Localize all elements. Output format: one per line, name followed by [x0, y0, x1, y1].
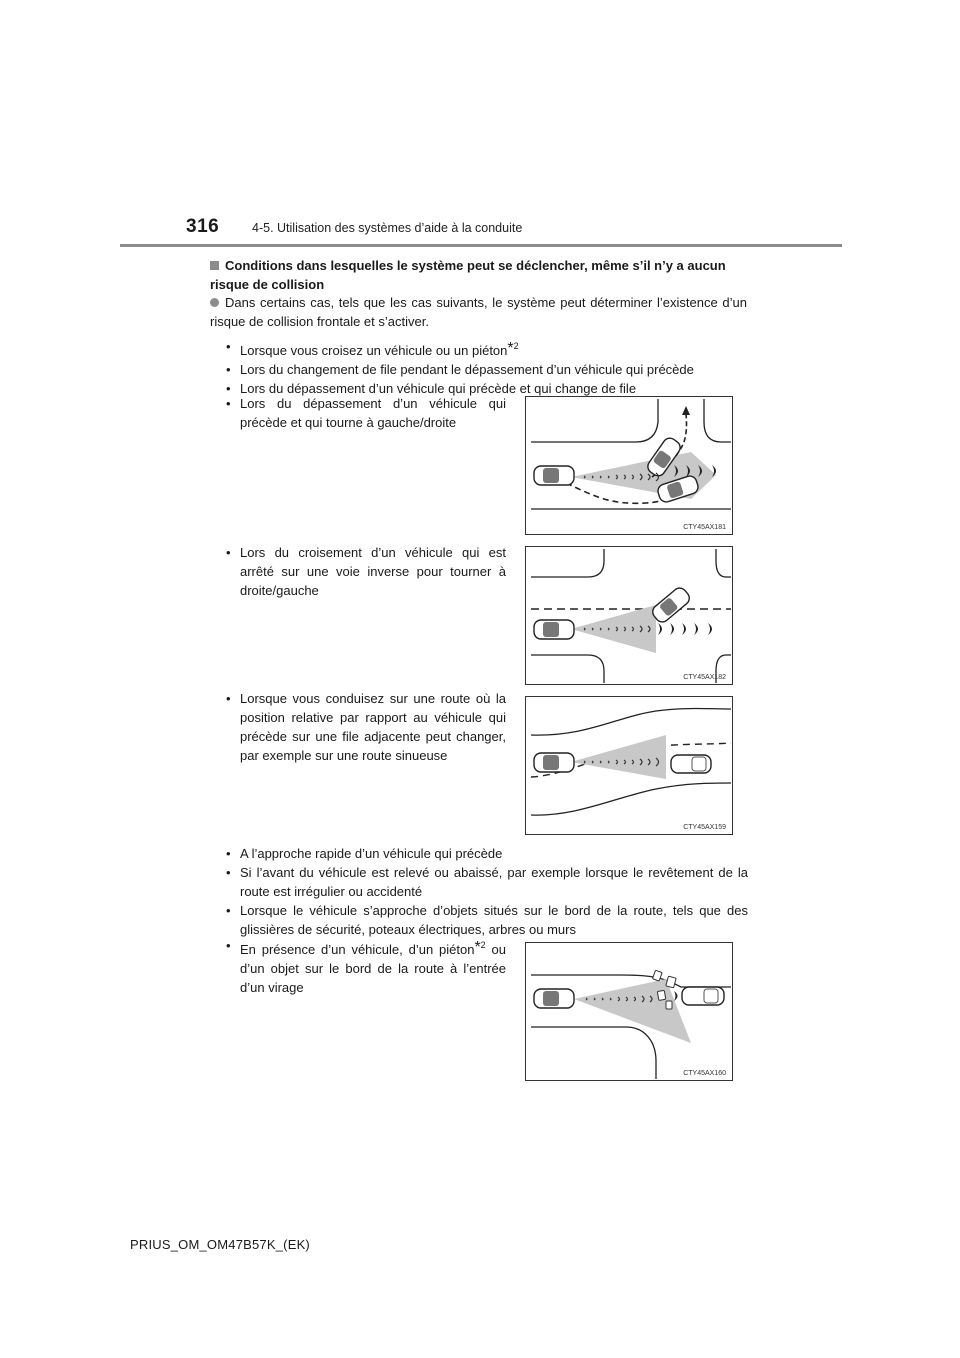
list-item: • Si l’avant du véhicule est relevé ou abaissé, par exemple lorsque le revêtement de la route est irrégulier ou accidenté — [226, 863, 748, 901]
figure-code: CTY45AX181 — [683, 524, 726, 531]
list-item: • Lorsque vous croisez un véhicule ou un piéton*$^2$ — [226, 337, 748, 360]
list-item: • Lors du changement de file pendant le dépassement d’un véhicule qui précède — [226, 360, 748, 379]
section-title: 4-5. Utilisation des systèmes d’aide à la conduite — [252, 221, 523, 235]
figure-1-caption — [226, 394, 506, 432]
square-bullet-icon — [210, 261, 219, 270]
list-item: • Lorsque le véhicule s’approche d’objets situés sur le bord de la route, tels que des glissières de sécurité, poteaux électriques, arbres ou murs — [226, 901, 748, 939]
intro-paragraph — [210, 293, 747, 331]
header-rule — [120, 244, 842, 247]
list-item: • Lorsque vous conduisez sur une route où la position relative par rapport au véhicule qui précède sur une file adjacente peut changer, par exemple sur une route sinueuse — [226, 689, 506, 765]
figure-code: CTY45AX159 — [683, 824, 726, 831]
figure-3-caption — [226, 689, 506, 765]
intro-text: Dans certains cas, tels que les cas suivants, le système peut déterminer l’existence d’un risque de collision frontale et s’activer. — [210, 295, 747, 329]
figure-4-illustration — [525, 942, 733, 1081]
figure-2-illustration — [525, 546, 733, 685]
heading-text: Conditions dans lesquelles le système peut se déclencher, même s’il n’y a aucun risque de collision — [210, 258, 726, 292]
circle-bullet-icon — [210, 298, 219, 307]
list-item: • Lors du dépassement d’un véhicule qui précède et qui tourne à gauche/droite — [226, 394, 506, 432]
figure-1-illustration — [525, 396, 733, 535]
subsection-heading — [210, 256, 750, 294]
figure-code: CTY45AX160 — [683, 1070, 726, 1077]
bullet-list-top — [226, 337, 748, 398]
page-number: 316 — [186, 216, 220, 237]
bullet-list-mid — [226, 844, 748, 939]
footnote-ref: 2 — [480, 940, 486, 950]
document-footer: PRIUS_OM_OM47B57K_(EK) — [130, 1237, 310, 1252]
list-item: • Lors du dépassement d’un véhicule qui précède et qui change de file — [226, 379, 748, 398]
figure-4-caption — [226, 936, 506, 997]
asterisk-icon: * — [474, 939, 481, 956]
figure-code: CTY45AX182 — [683, 674, 726, 681]
list-item: • En présence d’un véhicule, d’un piéton*$^2$ ou d’un objet sur le bord de la route à l’entrée d’un virage — [226, 936, 506, 997]
figure-2-caption — [226, 543, 506, 600]
list-item: • A l’approche rapide d’un véhicule qui précède — [226, 844, 748, 863]
footnote-ref: 2 — [513, 341, 519, 351]
figure-3-illustration — [525, 696, 733, 835]
asterisk-icon: * — [507, 340, 514, 357]
list-item: • Lors du croisement d’un véhicule qui est arrêté sur une voie inverse pour tourner à droite/gauche — [226, 543, 506, 600]
